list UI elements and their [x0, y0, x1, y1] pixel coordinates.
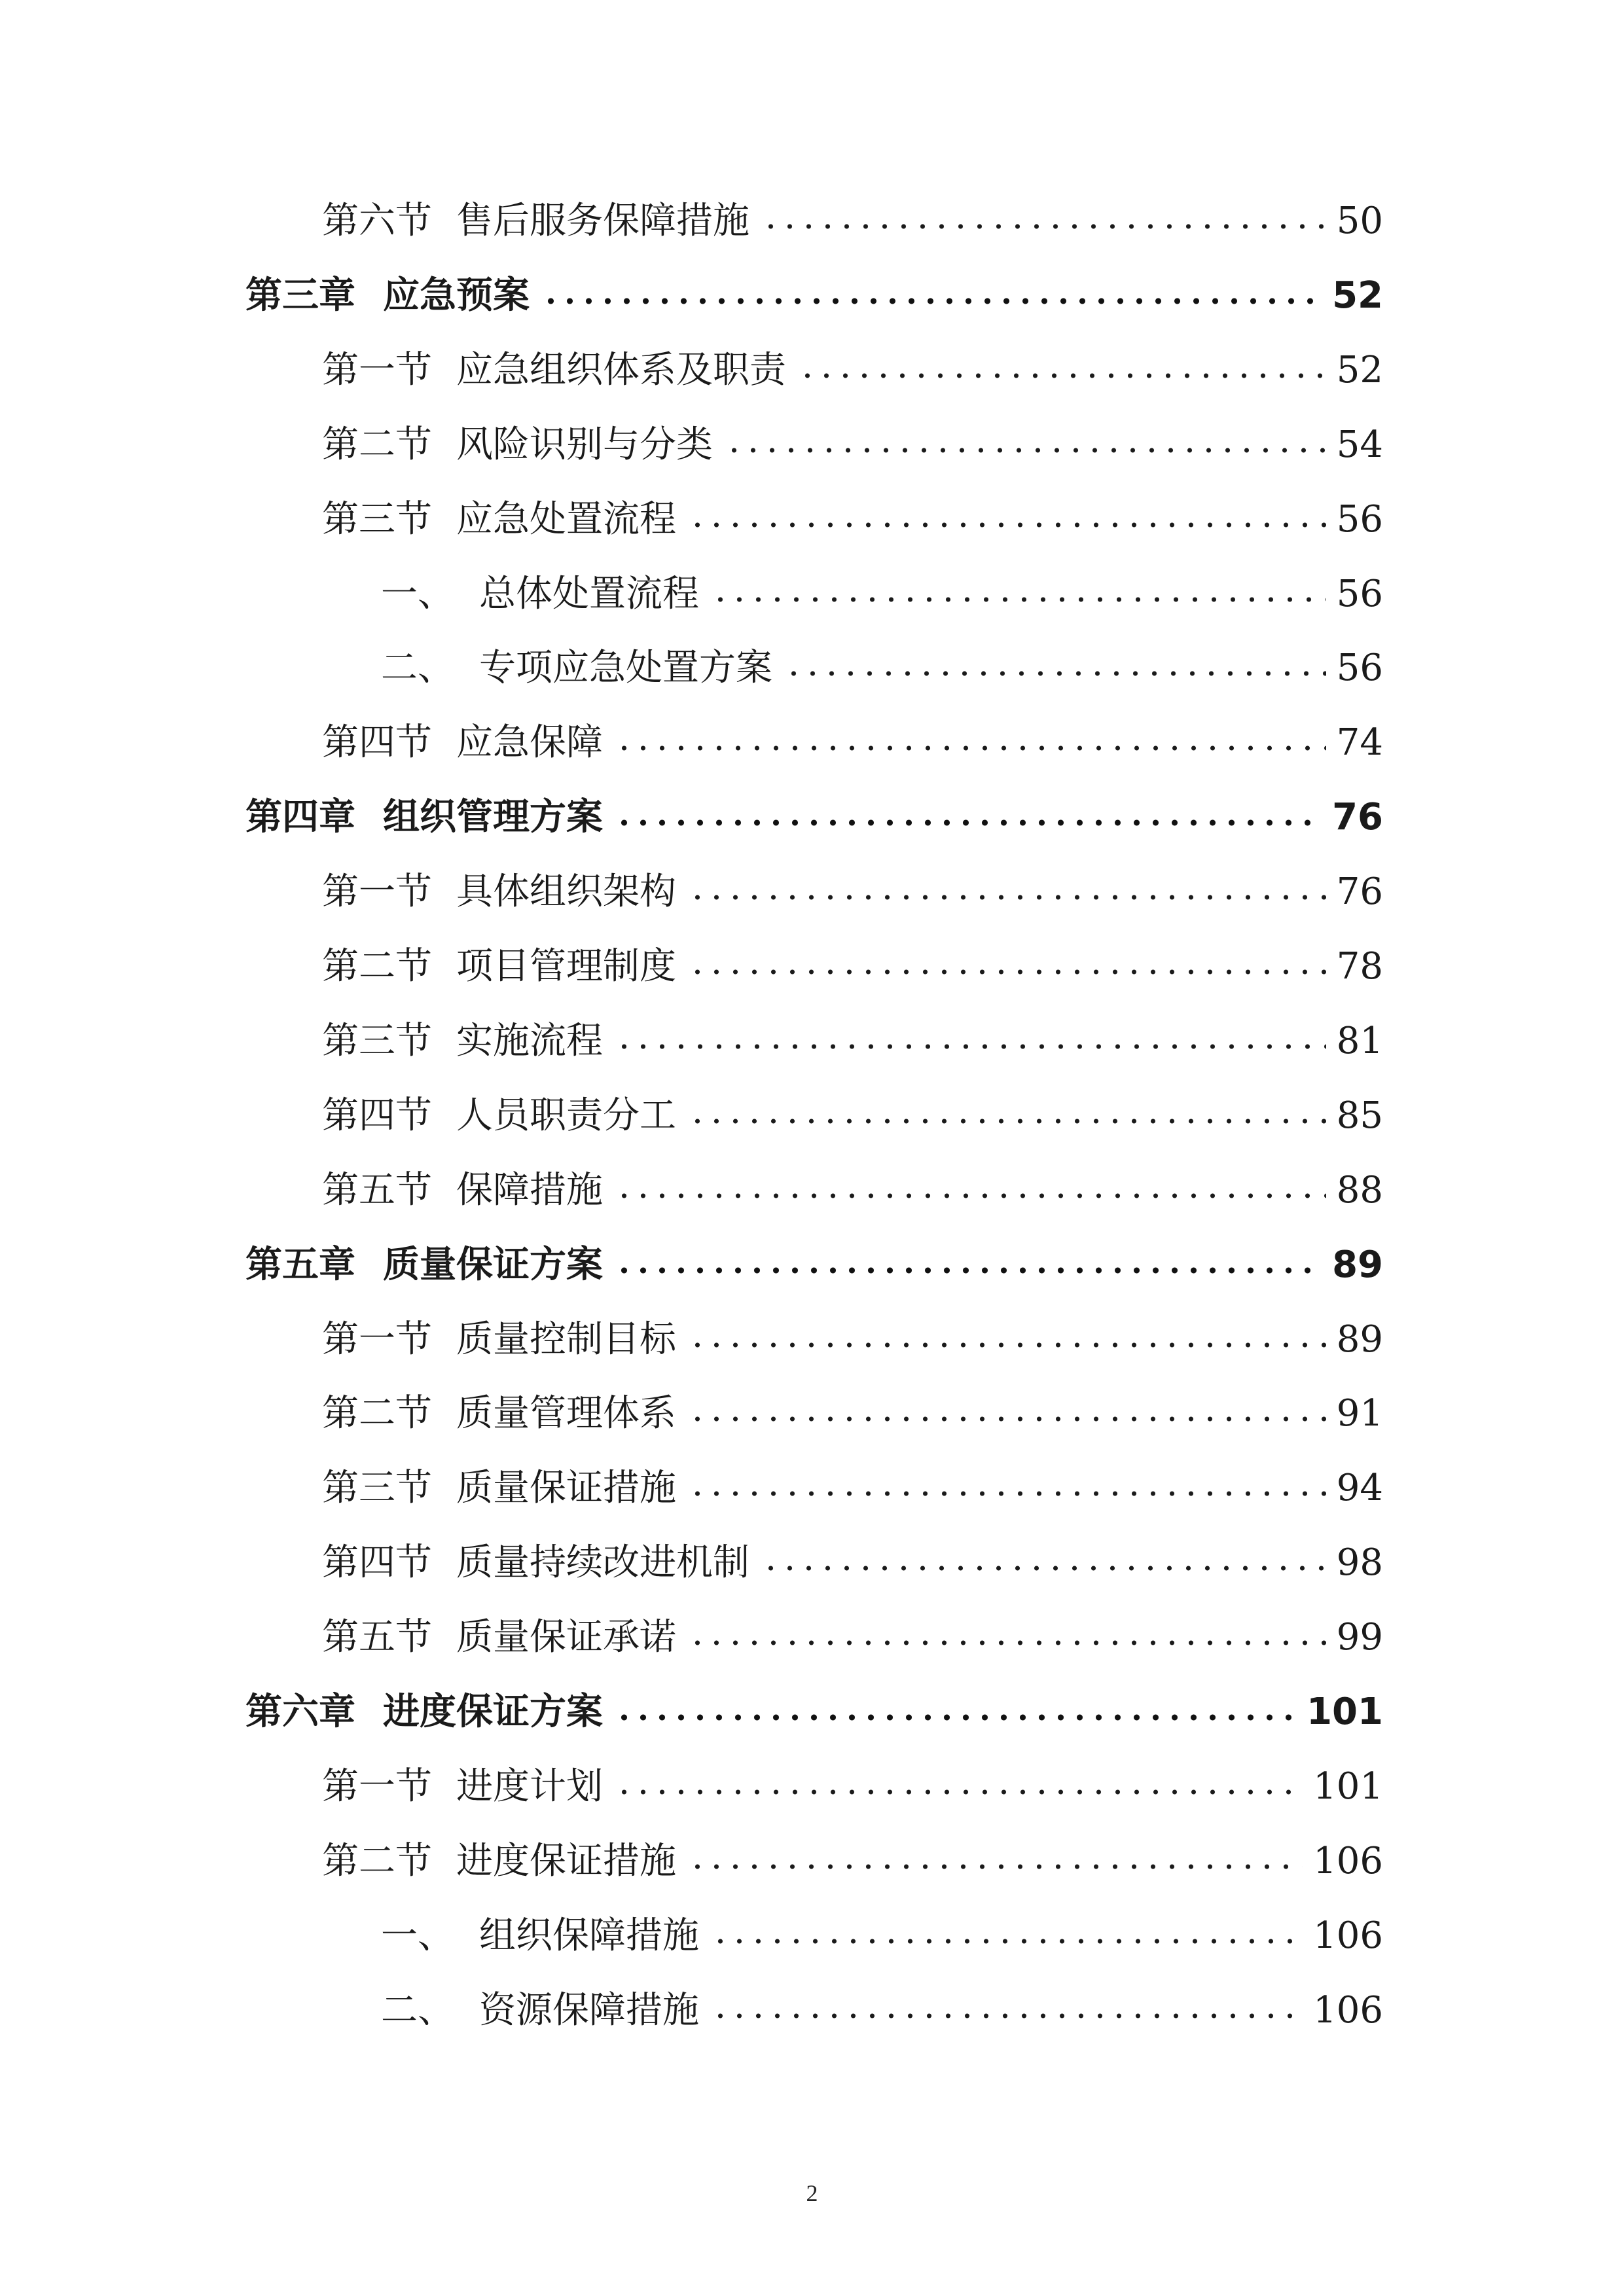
toc-entry-number: 第五节 [322, 1168, 432, 1211]
toc-entry-title: 组织管理方案 [383, 796, 603, 839]
toc-entry-title: 组织保障措施 [479, 1914, 699, 1957]
toc-entry-page: 56 [1336, 497, 1383, 541]
toc-entry-title: 资源保障措施 [479, 1988, 699, 2032]
toc-entry-page: 99 [1336, 1616, 1383, 1659]
toc-entry-page: 54 [1336, 423, 1383, 466]
toc-entry-title: 实施流程 [456, 1019, 603, 1062]
toc-dot-leader [688, 484, 1326, 529]
toc-dot-leader [761, 185, 1326, 231]
toc-entry-title: 进度保证方案 [383, 1691, 603, 1733]
toc-dot-leader [688, 1452, 1326, 1498]
toc-entry[interactable] [322, 484, 1383, 556]
toc-dot-leader [541, 260, 1322, 306]
toc-entry-page: 89 [1336, 1318, 1383, 1361]
toc-entry-title: 应急保障 [456, 721, 603, 764]
toc-entry[interactable] [322, 1005, 1383, 1077]
toc-entry-number: 第三节 [322, 1019, 432, 1062]
toc-dot-leader [615, 1229, 1322, 1275]
toc-entry[interactable] [322, 1602, 1383, 1674]
toc-entry-page: 56 [1336, 647, 1383, 690]
toc-entry-title: 进度保证措施 [456, 1839, 676, 1882]
toc-entry-title: 保障措施 [456, 1168, 603, 1211]
toc-entry-number: 一、 [381, 572, 454, 615]
toc-entry-page: 91 [1336, 1392, 1383, 1435]
toc-entry-title: 风险识别与分类 [456, 423, 713, 466]
toc-dot-leader [688, 1378, 1326, 1424]
toc-entry-title: 总体处置流程 [479, 572, 699, 615]
toc-entry-number: 第一节 [322, 1318, 432, 1361]
toc-dot-leader [688, 1825, 1303, 1871]
toc-entry-title: 专项应急处置方案 [479, 647, 772, 690]
toc-entry[interactable] [322, 409, 1383, 481]
toc-entry-number: 第三节 [322, 497, 432, 541]
toc-entry-page: 85 [1336, 1094, 1383, 1137]
toc-entry[interactable] [245, 1229, 1383, 1301]
toc-entry[interactable] [322, 334, 1383, 406]
toc-entry-page: 89 [1332, 1243, 1383, 1286]
toc-dot-leader [615, 1676, 1296, 1722]
toc-entry-number: 第五章 [245, 1243, 355, 1286]
toc-dot-leader [688, 856, 1326, 902]
toc-entry-title: 质量保证方案 [383, 1243, 603, 1286]
toc-entry-page: 76 [1336, 870, 1383, 914]
toc-entry-title: 售后服务保障措施 [456, 200, 749, 242]
toc-entry-page: 106 [1313, 1988, 1383, 2032]
toc-entry-number: 二、 [381, 1988, 454, 2032]
toc-entry-number: 二、 [381, 647, 454, 690]
toc-entry[interactable] [322, 1825, 1383, 1897]
toc-entry-title: 质量持续改进机制 [456, 1541, 749, 1585]
toc-entry-title: 质量控制目标 [456, 1318, 676, 1361]
toc-entry-title: 具体组织架构 [456, 870, 676, 914]
toc-dot-leader [615, 781, 1322, 827]
toc-entry-number: 第六章 [245, 1691, 355, 1733]
toc-entry-page: 56 [1336, 572, 1383, 615]
toc-entry-page: 50 [1336, 200, 1383, 242]
toc-entry[interactable] [322, 1751, 1383, 1823]
toc-dot-leader [688, 931, 1326, 977]
toc-entry[interactable] [381, 1975, 1383, 2047]
toc-dot-leader [615, 707, 1326, 753]
toc-entry-number: 第一节 [322, 870, 432, 914]
toc-entry-number: 第二节 [322, 1392, 432, 1435]
toc-entry-title: 人员职责分工 [456, 1094, 676, 1137]
toc-entry-number: 第四节 [322, 721, 432, 764]
toc-entry[interactable] [322, 707, 1383, 779]
toc-entry-number: 第六节 [322, 200, 432, 242]
toc-dot-leader [784, 632, 1326, 678]
toc-entry-page: 74 [1336, 721, 1383, 764]
toc-entry-title: 应急处置流程 [456, 497, 676, 541]
toc-entry-page: 101 [1313, 1765, 1383, 1808]
toc-entry-number: 第四章 [245, 796, 355, 839]
toc-dot-leader [615, 1155, 1326, 1200]
toc-entry[interactable] [322, 1452, 1383, 1524]
toc-entry[interactable] [322, 1378, 1383, 1450]
toc-entry-title: 质量保证承诺 [456, 1616, 676, 1659]
toc-entry-title: 质量保证措施 [456, 1467, 676, 1510]
toc-entry-page: 81 [1336, 1019, 1383, 1062]
toc-entry[interactable] [322, 185, 1383, 257]
toc-entry-number: 第二节 [322, 423, 432, 466]
toc-entry-number: 第四节 [322, 1541, 432, 1585]
toc-entry[interactable] [381, 632, 1383, 704]
toc-entry-number: 第四节 [322, 1094, 432, 1137]
toc-entry-number: 第三节 [322, 1467, 432, 1510]
toc-entry-number: 一、 [381, 1914, 454, 1957]
toc-entry[interactable] [381, 1900, 1383, 1972]
toc-entry-title: 应急组织体系及职责 [456, 348, 786, 391]
toc-entry[interactable] [322, 1304, 1383, 1376]
toc-entry-number: 第一节 [322, 348, 432, 391]
toc-entry-title: 项目管理制度 [456, 945, 676, 988]
toc-entry-number: 第一节 [322, 1765, 432, 1808]
toc-entry-page: 101 [1307, 1691, 1383, 1733]
toc-entry-title: 进度计划 [456, 1765, 603, 1808]
toc-entry-page: 52 [1336, 348, 1383, 391]
toc-entry-title: 应急预案 [383, 274, 530, 317]
toc-dot-leader [615, 1005, 1326, 1051]
toc-dot-leader [711, 1975, 1303, 2020]
toc-entry[interactable] [322, 1080, 1383, 1152]
toc-dot-leader [711, 558, 1326, 604]
toc-entry-page: 106 [1313, 1839, 1383, 1882]
toc-dot-leader [688, 1602, 1326, 1647]
toc-entry-number: 第二节 [322, 945, 432, 988]
toc-entry[interactable] [322, 1527, 1383, 1599]
toc-entry[interactable] [322, 1155, 1383, 1227]
toc-entry-page: 88 [1336, 1168, 1383, 1211]
toc-entry[interactable] [245, 1676, 1383, 1748]
toc-dot-leader [615, 1751, 1303, 1797]
toc-entry-number: 第五节 [322, 1616, 432, 1659]
toc-entry-title: 质量管理体系 [456, 1392, 676, 1435]
toc-entry-number: 第二节 [322, 1839, 432, 1882]
toc-entry-page: 94 [1336, 1467, 1383, 1510]
toc-dot-leader [725, 409, 1326, 455]
toc-dot-leader [688, 1304, 1326, 1350]
toc-dot-leader [798, 334, 1326, 380]
toc-entry[interactable] [381, 558, 1383, 630]
toc-entry[interactable] [245, 781, 1383, 853]
toc-dot-leader [761, 1527, 1326, 1573]
toc-entry[interactable] [322, 856, 1383, 928]
toc-entry-page: 106 [1313, 1914, 1383, 1957]
footer-page-number: 2 [806, 2180, 818, 2206]
toc-entry-number: 第三章 [245, 274, 355, 317]
toc-dot-leader [711, 1900, 1303, 1946]
toc-entry-page: 98 [1336, 1541, 1383, 1585]
toc-entry-page: 76 [1332, 796, 1383, 839]
toc-entry[interactable] [322, 931, 1383, 1003]
toc-dot-leader [688, 1080, 1326, 1126]
toc-entry-page: 78 [1336, 945, 1383, 988]
toc-entry[interactable] [245, 260, 1383, 332]
toc-entry-page: 52 [1332, 274, 1383, 317]
